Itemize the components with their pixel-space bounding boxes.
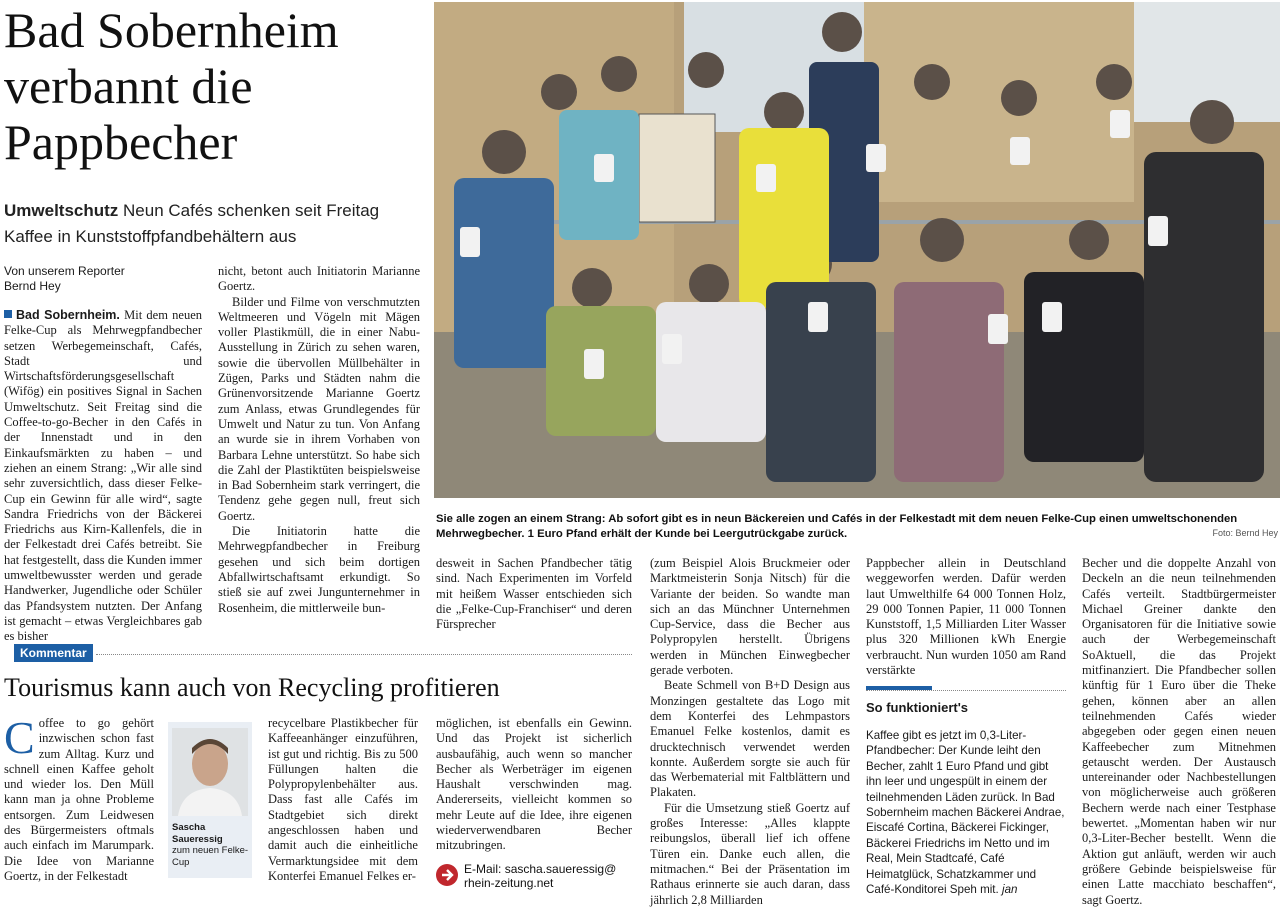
commentary-label: Kommentar <box>14 644 93 662</box>
article-paragraph: Beate Schmell von B+D Design aus Monzingen gestaltete das Logo mit dem Konterfei des Lehmpastors Emanuel Felke kostenlos, damit es drucktechnisch verwendet werden konnte. Außerdem sorgte sie auch für das Werbematerial mit Faltblättern und Plakaten. <box>650 678 850 800</box>
email-contact <box>464 862 664 890</box>
email-link-domain[interactable]: rhein-zeitung.net <box>464 876 554 890</box>
infobox-title: So funktioniert's <box>866 700 969 715</box>
author-role: zum neuen Felke-Cup <box>172 845 249 868</box>
headline: Bad Sobernheim verbannt die Pappbecher <box>4 2 339 170</box>
commentary-column-2 <box>268 716 418 884</box>
infobox-divider <box>866 690 1066 691</box>
byline <box>4 264 204 294</box>
commentary-column-1 <box>4 712 154 884</box>
article-column-3 <box>436 556 632 632</box>
commentary-paragraph: möglichen, ist ebenfalls ein Gewinn. Und das Projekt ist sicherlich ausbaufähig, auch wenn so mancher Becher als Werbeträger im eigenen Haushalt verschwinden mag. Andererseits, vielleicht kommen so mehr Leute auf die Idee, ihre eigenen wiederverwendbaren Becher mitzubringen. <box>436 716 632 853</box>
arrow-icon <box>436 864 458 886</box>
article-paragraph: Pappbecher allein in Deutschland weggeworfen werden. Dafür werden laut Umwelthilfe 64 000 Tonnen Holz, 29 000 Tonnen Papier, 11 000 Tonnen Kunststoff, 1,5 Milliarden Liter Wasser plus 320 Millionen kWh Energie verbraucht. Nun wurden 1050 am Rand verstärkte <box>866 556 1066 678</box>
article-paragraph: Mit dem neuen Felke-Cup als Mehrwegpfandbecher setzen Werbegemeinschaft, Cafés, Stadt und Wirtschaftsförderungsgesellschaft (Wifög) ein positives Signal in Sachen Umweltschutz. Seit Freitag sind die Coffee-to-go-Becher in den Cafés in der Innenstadt und in den Einkaufsmärkten zu haben – und ziehen an einem Strang: „Wir alle sind sehr zuversichtlich, dass dieser Felke-Cup ein Gewinn für alle wird“, sagte Sandra Friedrichs von der Bäckerei Friedrichs aus Kirn-Kallenfels, die in der Felkestadt drei Cafés betreibt. Sie hat festgestellt, dass die Kunden immer umweltbewusster werden und gerade Handwerker, Jugendliche oder Schüler das Pfandsystem nutzten. Der Anfang ist gemacht – etwas Vergleichbares gab es bisher <box>4 308 203 644</box>
article-paragraph: Bilder und Filme von verschmutzten Weltmeeren und Vögeln mit Mägen voller Plastikmüll, die in einer Nabu-Ausstellung in Zürich zu sehen waren, sowie die übervollen Müllbehälter in Zügen, Parks und Städten nahm die Grünenvorsitzende Marianne Goertz zum Anlass, etwas Grundlegendes für Umwelt und Natur zu tun. Von Anfang an wurde sie in ihrem Vorhaben von Barbara Lehne unterstützt. So habe sich die Zahl der Plastiktüten beispielsweise in Bad Sobernheim stark verringert, die Tendenz gehe gegen null, freut sich Goertz. <box>218 294 420 523</box>
author-name <box>172 822 252 868</box>
commentary-paragraph: recycelbare Plastikbecher für Kaffeeanhänger einzuführen, ist gut und richtig. Bis zu 500 Füllungen halten die Polypropylenbehälter aus. Dass fast alle Cafés im Stadtgebiet sich direkt angeschlossen haben und damit auch die einheitliche Vermarktungsidee mit dem Konterfei Emanuel Felkes er- <box>268 716 418 883</box>
author-first-name: Sascha <box>172 822 206 833</box>
infobox-text <box>866 728 1066 897</box>
article-column-4 <box>650 556 850 908</box>
byline-author: Bernd Hey <box>4 279 61 293</box>
kicker <box>4 198 424 250</box>
article-paragraph: desweit in Sachen Pfandbecher tätig sind. Nach Experimenten im Vorfeld mit heißem Wasser entschieden sich die „Felke-Cup-Franchiser“ und deren Fürsprecher <box>436 556 632 632</box>
commentary-divider <box>96 654 632 655</box>
group-photo <box>434 2 1280 498</box>
dateline: Bad Sobernheim. <box>16 308 120 322</box>
author-photo <box>172 728 248 816</box>
author-portrait-icon <box>172 728 248 816</box>
commentary-column-3 <box>436 716 632 854</box>
kicker-text: Neun Cafés schenken seit Freitag Kaffee in Kunststoffpfandbehältern aus <box>4 201 380 246</box>
email-label: E-Mail: <box>464 862 502 876</box>
author-last-name: Saueressig <box>172 833 223 845</box>
article-paragraph: Becher und die doppelte Anzahl von Deckeln an die neun teilnehmenden Cafés verteilt. Stadtbürgermeister Michael Greiner dankte den Organisatoren für die Initiative sowie auch der Werbegemeinschaft SoAktuell, die das Projekt mitfinanziert. Die Pfandbecher sollen künftig für 1 Euro über die Theke gehen, können aber an allen teilnehmenden Cafés wieder abgegeben oder gegen einen neuen Kaffeebecher zum Mitnehmen getauscht werden. Der Austausch untereinander oder Nachbestellungen von möglicherweise auch größeren Bechern werde nach einer Testphase bewertet. „Momentan haben wir nur 0,3-Liter-Becher bestellt. Wenn die Aktion gut anläuft, werden wir auch größere Gebinde beispielsweise für einen Latte macchiato beschaffen“, sagt Goertz. <box>1082 556 1276 907</box>
article-column-6 <box>1082 556 1276 908</box>
commentary-headline: Tourismus kann auch von Recycling profitieren <box>4 673 500 702</box>
group-photo-illustration <box>434 2 1280 498</box>
byline-line-1: Von unserem Reporter <box>4 264 125 278</box>
article-column-1 <box>4 308 202 645</box>
kicker-label: Umweltschutz <box>4 201 119 220</box>
section-bullet-icon <box>4 310 12 318</box>
commentary-paragraph: offee to go gehört inzwischen schon fast zum Alltag. Kurz und schnell einen Kaffee geholt und wieder los. Den Müll kann man ja ohne Probleme entsorgen. Zum Leidwesen des Bürgermeisters oftmals auch einfach im Marumpark. Die Idee von Marianne Goertz, in der Felkestadt <box>4 716 154 883</box>
article-column-2 <box>218 264 420 616</box>
article-paragraph: Für die Umsetzung stieß Goertz auf großes Interesse: „Alles klappte reibungslos, überall lief ich offene Türen ein. Danke euch allen, die mitmachen.“ Bei der Präsentation im Rathaus erinnerte sie auch daran, dass jährlich 2,8 Milliarden <box>650 800 850 907</box>
dropcap: C <box>4 712 35 763</box>
infobox-accent-bar <box>866 686 932 690</box>
article-paragraph: (zum Beispiel Alois Bruckmeier oder Marktmeisterin Sonja Nitsch) für die Variante der beiden. So wandte man sich an das Münchner Unternehmen Cup-Service, dass die Becher aus Polypropylen herstellt. Übrigens werden in München Einwegbecher gerade verboten. <box>650 556 850 678</box>
article-column-5 <box>866 556 1066 678</box>
photo-caption: Sie alle zogen an einem Strang: Ab sofort gibt es in neun Bäckereien und Cafés in der Felkestadt mit dem neuen Felke-Cup einen umweltschonenden Mehrwegbecher. 1 Euro Pfand erhält der Kunde bei Leergutrückgabe zurück. <box>436 513 1238 540</box>
infobox-signature: jan <box>1002 883 1018 897</box>
article-paragraph: Die Initiatorin hatte die Mehrwegpfandbecher in Freiburg gesehen und sich beim dortigen Abfallwirtschaftsamt erkundigt. So stieß sie auf zwei Jungunternehmer in Rosenheim, die mittlerweile bun- <box>218 524 420 615</box>
article-paragraph: nicht, betont auch Initiatorin Marianne Goertz. <box>218 264 420 294</box>
infobox-paragraph: Kaffee gibt es jetzt im 0,3-Liter-Pfandbecher: Der Kunde leiht den Becher, zahlt 1 Euro Pfand und gibt ihn leer und ungespült in einem der teilnehmenden Läden zurück. In Bad Sobernheim machen Bäckerei Andrae, Eiscafé Cortina, Bäckerei Fickinger, Bäckerei Friedrichs im Netto und im Real, Mein Stadtcafé, Café Heimatglück, Schatzkammer und Café-Konditorei Speh mit. <box>866 729 1065 897</box>
email-link[interactable]: sascha.saueressig@ <box>504 862 617 876</box>
photo-credit: Foto: Bernd Hey <box>1212 528 1278 538</box>
